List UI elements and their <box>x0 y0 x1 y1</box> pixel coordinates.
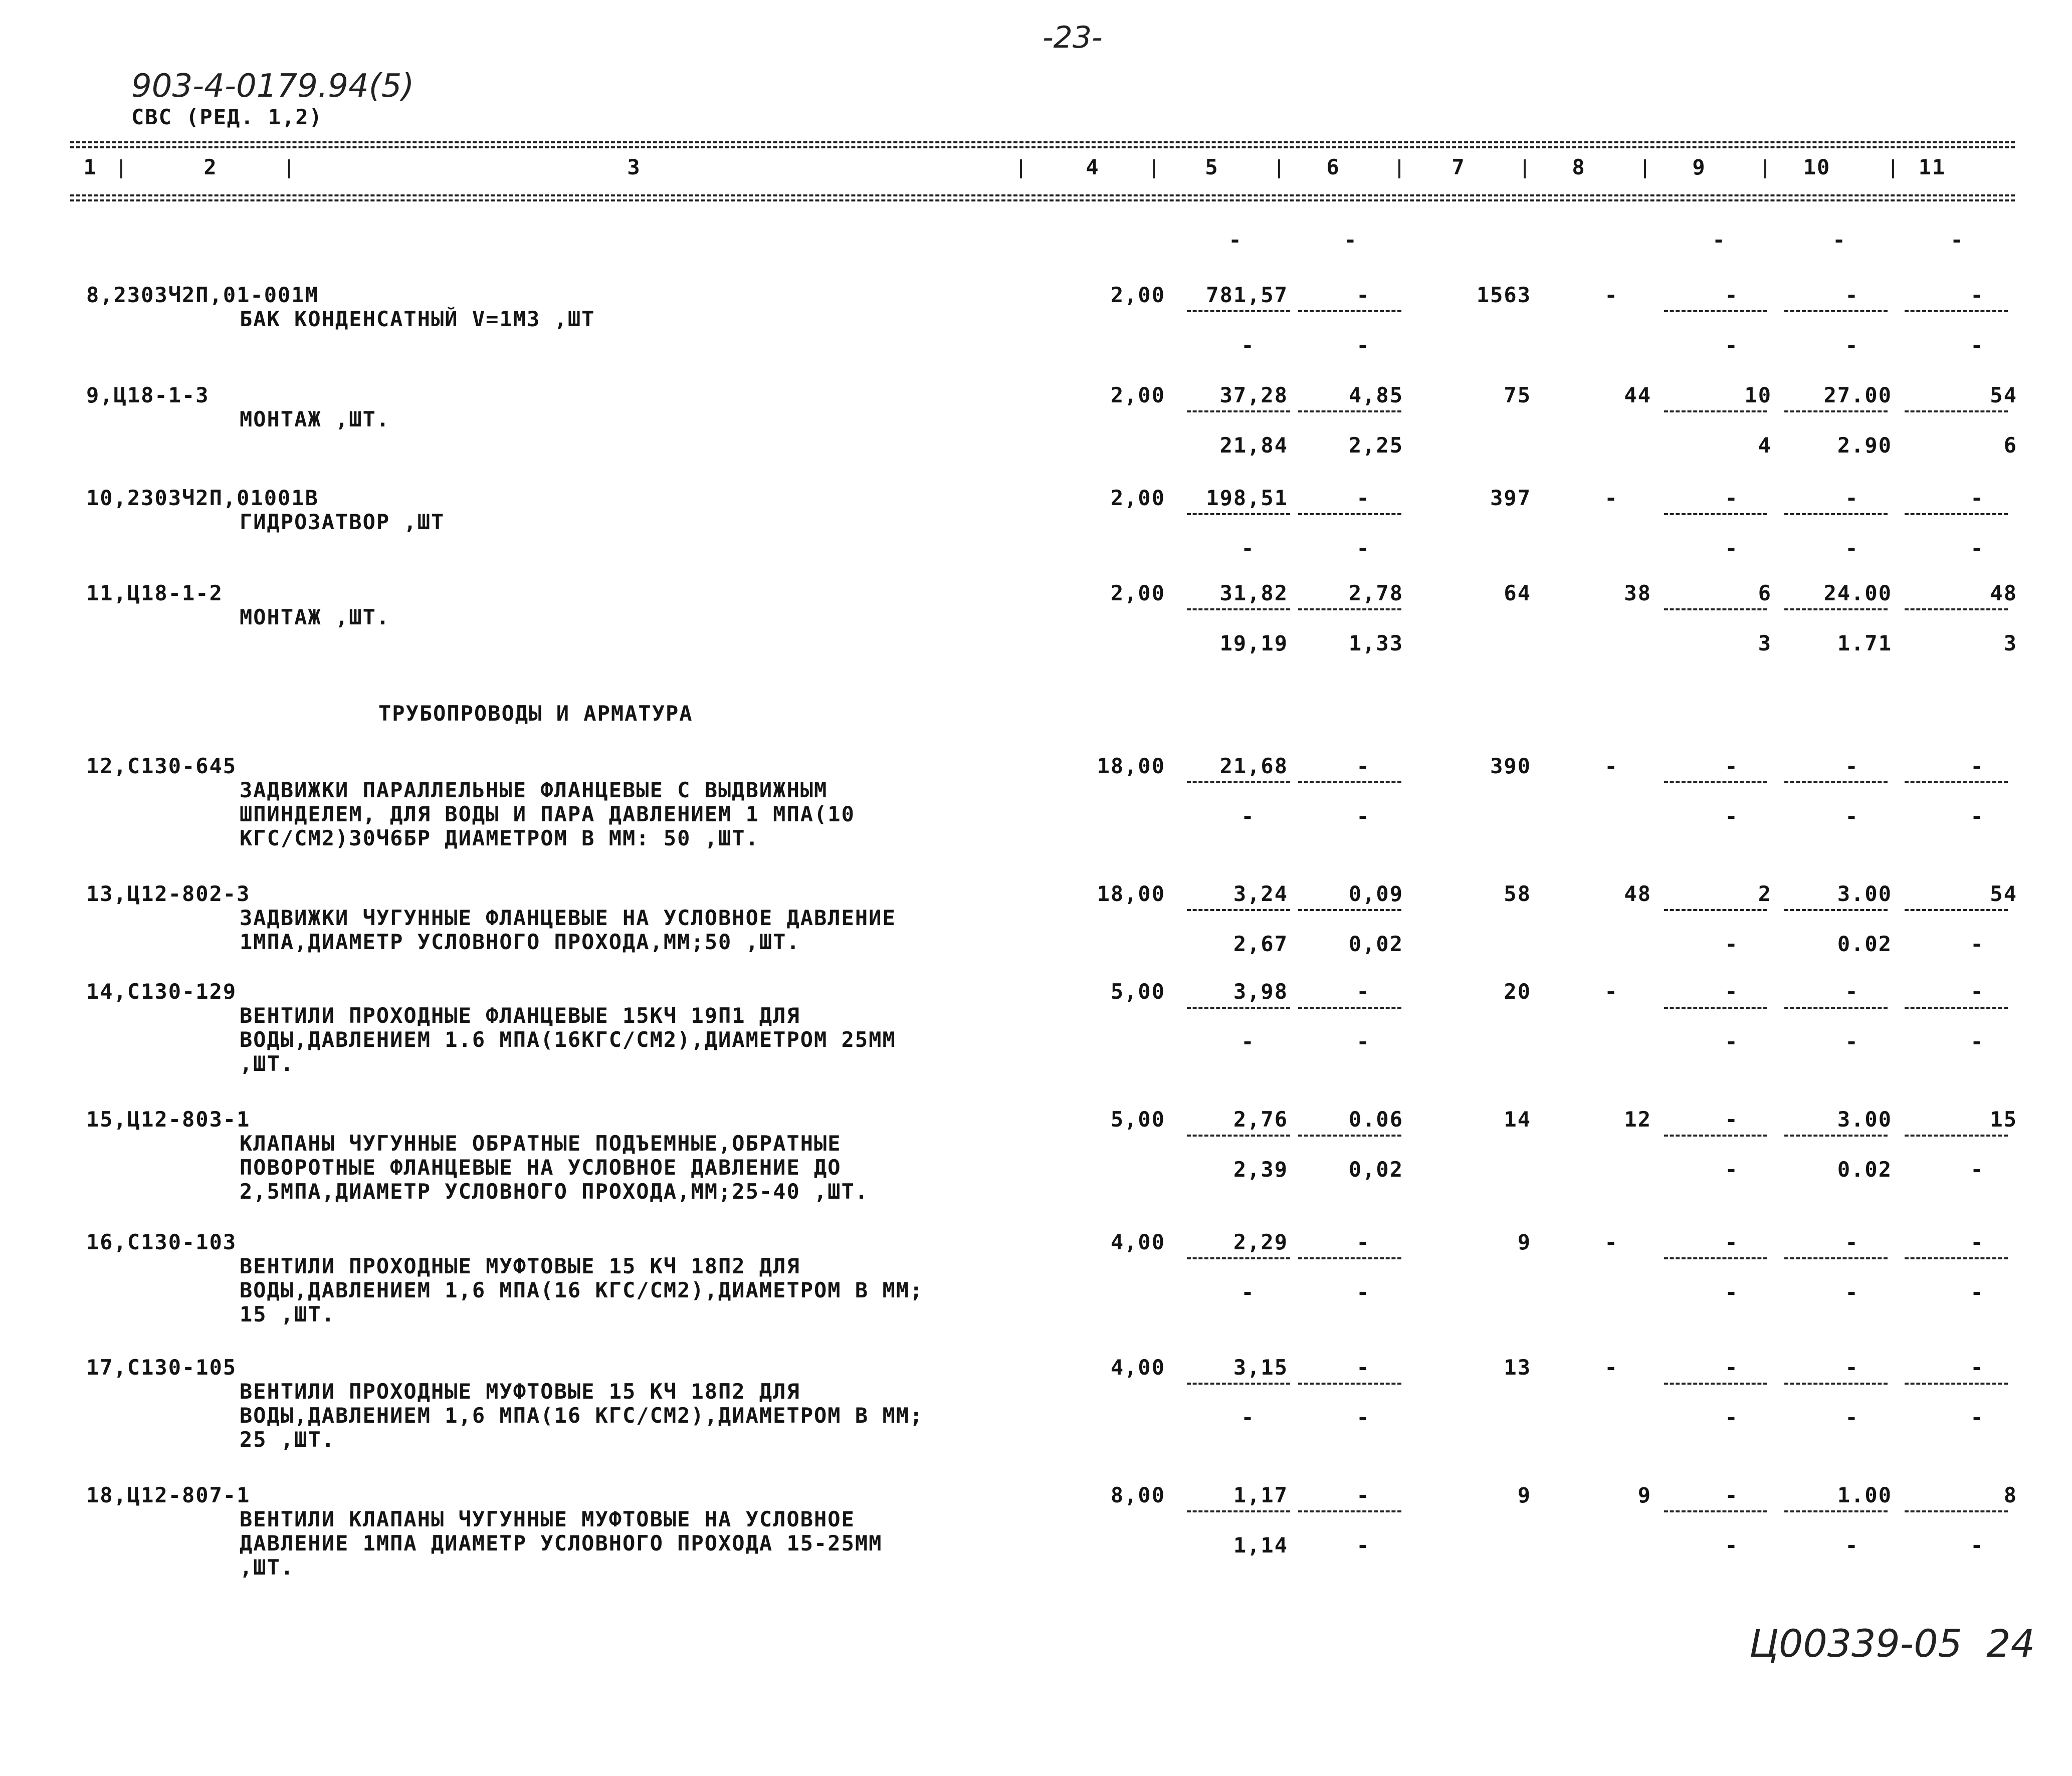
fraction-line <box>1187 410 1290 412</box>
item-description: МОНТАЖ ,ШТ. <box>240 605 390 629</box>
item-description: ШПИНДЕЛЕМ, ДЛЯ ВОДЫ И ПАРА ДАВЛЕНИЕМ 1 МПА(10 <box>240 802 855 826</box>
cell-c6: - <box>1356 486 1370 510</box>
cell-c8: 9 <box>1637 1483 1651 1507</box>
cell-c5b: - <box>1241 804 1255 828</box>
item-description: КЛАПАНЫ ЧУГУННЫЕ ОБРАТНЫЕ ПОДЪЕМНЫЕ,ОБРАТНЫЕ <box>240 1131 842 1156</box>
dash-cell: - <box>1344 228 1358 252</box>
fraction-line <box>1905 781 2008 783</box>
cell-c9: - <box>1725 979 1739 1004</box>
cell-c10: 27.00 <box>1823 383 1892 407</box>
cell-c5: 2,76 <box>1233 1107 1288 1132</box>
cell-c9b: - <box>1725 932 1739 956</box>
cell-c11: 15 <box>1990 1107 2017 1132</box>
fraction-line <box>1905 1135 2008 1137</box>
item-description: ,ШТ. <box>240 1555 295 1580</box>
item-code: 10,2303Ч2П,01001В <box>86 486 319 510</box>
cell-c4: 8,00 <box>1110 1483 1165 1507</box>
cell-c9: - <box>1725 486 1739 510</box>
cell-c11b: - <box>1970 1157 1984 1182</box>
cell-c5: 3,24 <box>1233 881 1288 906</box>
fraction-line <box>1187 781 1290 783</box>
fraction-line <box>1784 1383 1888 1385</box>
fraction-line <box>1784 909 1888 911</box>
fraction-line <box>1905 1257 2008 1259</box>
item-code: 14,С130-129 <box>86 979 237 1004</box>
cell-c11b: - <box>1970 1405 1984 1430</box>
header-top-rule-2 <box>70 146 2015 148</box>
column-header-8: 8 <box>1572 155 1586 179</box>
cell-c9b: 4 <box>1758 433 1772 458</box>
cell-c4: 5,00 <box>1110 979 1165 1004</box>
column-separator <box>288 159 290 178</box>
fraction-line <box>1905 1007 2008 1009</box>
item-description: КГС/СМ2)30Ч6БР ДИАМЕТРОМ В ММ: 50 ,ШТ. <box>240 826 759 850</box>
cell-c6b: 1,33 <box>1348 631 1403 655</box>
cell-c9: - <box>1725 1107 1739 1132</box>
cell-c6b: - <box>1356 536 1370 560</box>
cell-c7: 14 <box>1504 1107 1531 1132</box>
column-header-3: 3 <box>627 155 641 179</box>
cell-c5b: - <box>1241 536 1255 560</box>
fraction-line <box>1905 608 2008 610</box>
item-description: ЗАДВИЖКИ ЧУГУННЫЕ ФЛАНЦЕВЫЕ НА УСЛОВНОЕ ДАВЛЕНИЕ <box>240 906 896 930</box>
item-code: 13,Ц12-802-3 <box>86 881 251 906</box>
item-description: ГИДРОЗАТВОР ,ШТ <box>240 510 445 534</box>
fraction-line <box>1298 1135 1401 1137</box>
cell-c6b: 0,02 <box>1348 932 1403 956</box>
cell-c11: 54 <box>1990 383 2017 407</box>
fraction-line <box>1784 310 1888 312</box>
cell-c10: 3.00 <box>1837 1107 1892 1132</box>
cell-c8: - <box>1604 1355 1618 1380</box>
cell-c9b: - <box>1725 1029 1739 1054</box>
cell-c10b: - <box>1845 333 1859 357</box>
fraction-line <box>1664 1257 1767 1259</box>
column-separator <box>1892 159 1894 178</box>
column-separator <box>1524 159 1526 178</box>
cell-c6b: - <box>1356 1533 1370 1558</box>
item-code: 9,Ц18-1-3 <box>86 383 210 407</box>
fraction-line <box>1298 310 1401 312</box>
fraction-line <box>1187 1135 1290 1137</box>
cell-c6: - <box>1356 979 1370 1004</box>
cell-c8: 38 <box>1624 581 1651 605</box>
fraction-line <box>1784 1007 1888 1009</box>
cell-c11: 8 <box>2003 1483 2017 1507</box>
cell-c9b: - <box>1725 1157 1739 1182</box>
fraction-line <box>1784 410 1888 412</box>
cell-c11b: - <box>1970 1280 1984 1304</box>
cell-c7: 13 <box>1504 1355 1531 1380</box>
item-description: 25 ,ШТ. <box>240 1427 336 1452</box>
cell-c10: 1.00 <box>1837 1483 1892 1507</box>
cell-c9: - <box>1725 754 1739 778</box>
fraction-line <box>1905 909 2008 911</box>
fraction-line <box>1664 1007 1767 1009</box>
fraction-line <box>1664 513 1767 515</box>
item-description: ВОДЫ,ДАВЛЕНИЕМ 1,6 МПА(16 КГС/СМ2),ДИАМЕТРОМ В ММ; <box>240 1278 924 1302</box>
cell-c7: 75 <box>1504 383 1531 407</box>
fraction-line <box>1187 1257 1290 1259</box>
cell-c4: 4,00 <box>1110 1230 1165 1254</box>
fraction-line <box>1905 410 2008 412</box>
cell-c10b: - <box>1845 1029 1859 1054</box>
column-header-row <box>0 155 2072 185</box>
cell-c5: 781,57 <box>1206 283 1288 307</box>
cell-c10b: - <box>1845 536 1859 560</box>
cell-c10: - <box>1845 979 1859 1004</box>
dash-cell: - <box>1228 228 1242 252</box>
cell-c5: 3,98 <box>1233 979 1288 1004</box>
item-description: ВОДЫ,ДАВЛЕНИЕМ 1,6 МПА(16 КГС/СМ2),ДИАМЕТРОМ В ММ; <box>240 1403 924 1428</box>
column-separator <box>1764 159 1766 178</box>
fraction-line <box>1298 1007 1401 1009</box>
cell-c6: 0,09 <box>1348 881 1403 906</box>
fraction-line <box>1664 909 1767 911</box>
cell-c9: - <box>1725 283 1739 307</box>
cell-c7: 1563 <box>1476 283 1531 307</box>
item-description: ВЕНТИЛИ ПРОХОДНЫЕ МУФТОВЫЕ 15 КЧ 18П2 ДЛЯ <box>240 1379 800 1404</box>
cell-c4: 2,00 <box>1110 283 1165 307</box>
fraction-line <box>1187 608 1290 610</box>
fraction-line <box>1187 1007 1290 1009</box>
cell-c4: 2,00 <box>1110 581 1165 605</box>
cell-c9b: - <box>1725 333 1739 357</box>
fraction-line <box>1298 1510 1401 1512</box>
cell-c5: 37,28 <box>1219 383 1288 407</box>
cell-c11b: - <box>1970 932 1984 956</box>
cell-c5: 3,15 <box>1233 1355 1288 1380</box>
cell-c9b: 3 <box>1758 631 1772 655</box>
item-code: 18,Ц12-807-1 <box>86 1483 251 1507</box>
cell-c9: - <box>1725 1230 1739 1254</box>
cell-c5b: 19,19 <box>1219 631 1288 655</box>
cell-c9b: - <box>1725 1533 1739 1558</box>
cell-c5b: - <box>1241 1029 1255 1054</box>
item-description: ,ШТ. <box>240 1051 295 1076</box>
column-header-1: 1 <box>83 155 97 179</box>
column-separator <box>120 159 122 178</box>
cell-c11: - <box>1970 1230 1984 1254</box>
column-header-6: 6 <box>1326 155 1340 179</box>
cell-c10b: 1.71 <box>1837 631 1892 655</box>
column-header-7: 7 <box>1452 155 1466 179</box>
cell-c6b: 2,25 <box>1348 433 1403 458</box>
header-top-rule <box>70 141 2015 143</box>
cell-c5b: - <box>1241 1280 1255 1304</box>
fraction-line <box>1298 909 1401 911</box>
cell-c6: 0.06 <box>1348 1107 1403 1132</box>
cell-c8: - <box>1604 754 1618 778</box>
cell-c6b: - <box>1356 333 1370 357</box>
fraction-line <box>1664 781 1767 783</box>
cell-c6: - <box>1356 1230 1370 1254</box>
cell-c9b: - <box>1725 1405 1739 1430</box>
item-code: 12,С130-645 <box>86 754 237 778</box>
column-header-5: 5 <box>1205 155 1219 179</box>
cell-c6: - <box>1356 1355 1370 1380</box>
cell-c6b: - <box>1356 804 1370 828</box>
cell-c9: 10 <box>1744 383 1772 407</box>
cell-c4: 18,00 <box>1097 754 1165 778</box>
cell-c10: - <box>1845 486 1859 510</box>
cell-c11: - <box>1970 1355 1984 1380</box>
column-header-2: 2 <box>203 155 218 179</box>
cell-c7: 9 <box>1517 1483 1531 1507</box>
fraction-line <box>1298 513 1401 515</box>
column-header-10: 10 <box>1803 155 1831 179</box>
item-description: ЗАДВИЖКИ ПАРАЛЛЕЛЬНЫЕ ФЛАНЦЕВЫЕ С ВЫДВИЖНЫМ <box>240 778 828 802</box>
cell-c10: - <box>1845 1355 1859 1380</box>
cell-c7: 9 <box>1517 1230 1531 1254</box>
dash-cell: - <box>1832 228 1846 252</box>
cell-c9: - <box>1725 1355 1739 1380</box>
cell-c4: 2,00 <box>1110 383 1165 407</box>
item-code: 11,Ц18-1-2 <box>86 581 223 605</box>
cell-c8: 48 <box>1624 881 1651 906</box>
column-header-4: 4 <box>1086 155 1100 179</box>
fraction-line <box>1298 781 1401 783</box>
cell-c9b: - <box>1725 1280 1739 1304</box>
item-code: 8,2303Ч2П,01-001М <box>86 283 319 307</box>
cell-c7: 390 <box>1490 754 1531 778</box>
cell-c6b: 0,02 <box>1348 1157 1403 1182</box>
cell-c10: - <box>1845 283 1859 307</box>
cell-c9b: - <box>1725 804 1739 828</box>
archive-stamp: Ц00339-05 24 <box>1749 1621 2035 1666</box>
cell-c11: - <box>1970 486 1984 510</box>
fraction-line <box>1664 1135 1767 1137</box>
item-description: 15 ,ШТ. <box>240 1302 336 1326</box>
cell-c10: - <box>1845 1230 1859 1254</box>
cell-c5: 31,82 <box>1219 581 1288 605</box>
item-description: 1МПА,ДИАМЕТР УСЛОВНОГО ПРОХОДА,ММ;50 ,ШТ. <box>240 930 800 954</box>
cell-c10b: - <box>1845 1405 1859 1430</box>
cell-c6: 2,78 <box>1348 581 1403 605</box>
item-description: ВЕНТИЛИ КЛАПАНЫ ЧУГУННЫЕ МУФТОВЫЕ НА УСЛОВНОЕ <box>240 1507 855 1531</box>
cell-c10: 3.00 <box>1837 881 1892 906</box>
column-header-9: 9 <box>1692 155 1706 179</box>
cell-c6b: - <box>1356 1405 1370 1430</box>
cell-c9: - <box>1725 1483 1739 1507</box>
cell-c9: 6 <box>1758 581 1772 605</box>
cell-c6b: - <box>1356 1280 1370 1304</box>
cell-c5: 21,68 <box>1219 754 1288 778</box>
fraction-line <box>1905 1510 2008 1512</box>
cell-c8: 12 <box>1624 1107 1651 1132</box>
item-description: ВЕНТИЛИ ПРОХОДНЫЕ МУФТОВЫЕ 15 КЧ 18П2 ДЛЯ <box>240 1254 800 1278</box>
fraction-line <box>1784 1510 1888 1512</box>
fraction-line <box>1905 1383 2008 1385</box>
cell-c11: 54 <box>1990 881 2017 906</box>
cell-c6: 4,85 <box>1348 383 1403 407</box>
cell-c11: - <box>1970 283 1984 307</box>
cell-c10b: - <box>1845 1280 1859 1304</box>
cell-c5: 198,51 <box>1206 486 1288 510</box>
cell-c5b: - <box>1241 1405 1255 1430</box>
fraction-line <box>1187 310 1290 312</box>
cell-c5: 1,17 <box>1233 1483 1288 1507</box>
cell-c11b: 3 <box>2003 631 2017 655</box>
item-code: 15,Ц12-803-1 <box>86 1107 251 1132</box>
cell-c11b: - <box>1970 536 1984 560</box>
fraction-line <box>1784 513 1888 515</box>
cell-c8: - <box>1604 486 1618 510</box>
cell-c9: 2 <box>1758 881 1772 906</box>
cell-c11b: - <box>1970 804 1984 828</box>
cell-c10b: 0.02 <box>1837 1157 1892 1182</box>
fraction-line <box>1664 1510 1767 1512</box>
cell-c5b: 21,84 <box>1219 433 1288 458</box>
item-code: 16,С130-103 <box>86 1230 237 1254</box>
cell-c8: 44 <box>1624 383 1651 407</box>
fraction-line <box>1784 781 1888 783</box>
column-header-11: 11 <box>1918 155 1946 179</box>
fraction-line <box>1784 608 1888 610</box>
fraction-line <box>1298 1383 1401 1385</box>
fraction-line <box>1187 513 1290 515</box>
item-code: 17,С130-105 <box>86 1355 237 1380</box>
item-description: 2,5МПА,ДИАМЕТР УСЛОВНОГО ПРОХОДА,ММ;25-40 ,ШТ. <box>240 1179 869 1204</box>
column-separator <box>1278 159 1280 178</box>
fraction-line <box>1664 1383 1767 1385</box>
cell-c11: - <box>1970 754 1984 778</box>
fraction-line <box>1298 1257 1401 1259</box>
cell-c8: - <box>1604 283 1618 307</box>
item-description: МОНТАЖ ,ШТ. <box>240 407 390 431</box>
cell-c10: 24.00 <box>1823 581 1892 605</box>
cell-c11b: - <box>1970 1533 1984 1558</box>
item-description: БАК КОНДЕНСАТНЫЙ V=1М3 ,ШТ <box>240 307 595 331</box>
fraction-line <box>1298 410 1401 412</box>
fraction-line <box>1187 909 1290 911</box>
cell-c4: 18,00 <box>1097 881 1165 906</box>
fraction-line <box>1664 608 1767 610</box>
cell-c8: - <box>1604 979 1618 1004</box>
column-separator <box>1020 159 1022 178</box>
cell-c4: 4,00 <box>1110 1355 1165 1380</box>
cell-c5b: 2,39 <box>1233 1157 1288 1182</box>
fraction-line <box>1784 1257 1888 1259</box>
item-description: ВОДЫ,ДАВЛЕНИЕМ 1.6 МПА(16КГС/СМ2),ДИАМЕТРОМ 25ММ <box>240 1027 896 1052</box>
fraction-line <box>1905 310 2008 312</box>
fraction-line <box>1187 1510 1290 1512</box>
header-bottom-rule-2 <box>70 199 2015 201</box>
column-separator <box>1398 159 1400 178</box>
fraction-line <box>1905 513 2008 515</box>
item-description: ВЕНТИЛИ ПРОХОДНЫЕ ФЛАНЦЕВЫЕ 15КЧ 19П1 ДЛЯ <box>240 1003 800 1028</box>
cell-c6b: - <box>1356 1029 1370 1054</box>
cell-c5b: 1,14 <box>1233 1533 1288 1558</box>
cell-c10b: - <box>1845 804 1859 828</box>
cell-c9b: - <box>1725 536 1739 560</box>
document-code: 903-4-0179.94(5) <box>131 68 415 105</box>
cell-c5b: 2,67 <box>1233 932 1288 956</box>
cell-c5: 2,29 <box>1233 1230 1288 1254</box>
cell-c10b: 0.02 <box>1837 932 1892 956</box>
cell-c7: 58 <box>1504 881 1531 906</box>
cell-c7: 64 <box>1504 581 1531 605</box>
cell-c7: 20 <box>1504 979 1531 1004</box>
cell-c11: - <box>1970 979 1984 1004</box>
cell-c8: - <box>1604 1230 1618 1254</box>
column-separator <box>1644 159 1646 178</box>
dash-cell: - <box>1950 228 1964 252</box>
document-subtitle: СВС (РЕД. 1,2) <box>131 105 323 129</box>
cell-c11b: 6 <box>2003 433 2017 458</box>
cell-c6: - <box>1356 1483 1370 1507</box>
header-bottom-rule <box>70 194 2015 196</box>
cell-c4: 2,00 <box>1110 486 1165 510</box>
cell-c5b: - <box>1241 333 1255 357</box>
cell-c11b: - <box>1970 1029 1984 1054</box>
column-separator <box>1153 159 1155 178</box>
page-number: -23- <box>1043 20 1103 55</box>
cell-c4: 5,00 <box>1110 1107 1165 1132</box>
fraction-line <box>1298 608 1401 610</box>
item-description: ПОВОРОТНЫЕ ФЛАНЦЕВЫЕ НА УСЛОВНОЕ ДАВЛЕНИЕ ДО <box>240 1155 842 1180</box>
cell-c10: - <box>1845 754 1859 778</box>
section-title: ТРУБОПРОВОДЫ И АРМАТУРА <box>378 701 693 726</box>
cell-c10b: - <box>1845 1533 1859 1558</box>
item-description: ДАВЛЕНИЕ 1МПА ДИАМЕТР УСЛОВНОГО ПРОХОДА 15-25ММ <box>240 1531 883 1556</box>
dash-cell: - <box>1712 228 1726 252</box>
fraction-line <box>1187 1383 1290 1385</box>
cell-c6: - <box>1356 283 1370 307</box>
fraction-line <box>1664 410 1767 412</box>
cell-c6: - <box>1356 754 1370 778</box>
cell-c7: 397 <box>1490 486 1531 510</box>
fraction-line <box>1784 1135 1888 1137</box>
cell-c11b: - <box>1970 333 1984 357</box>
cell-c11: 48 <box>1990 581 2017 605</box>
fraction-line <box>1664 310 1767 312</box>
cell-c10b: 2.90 <box>1837 433 1892 458</box>
